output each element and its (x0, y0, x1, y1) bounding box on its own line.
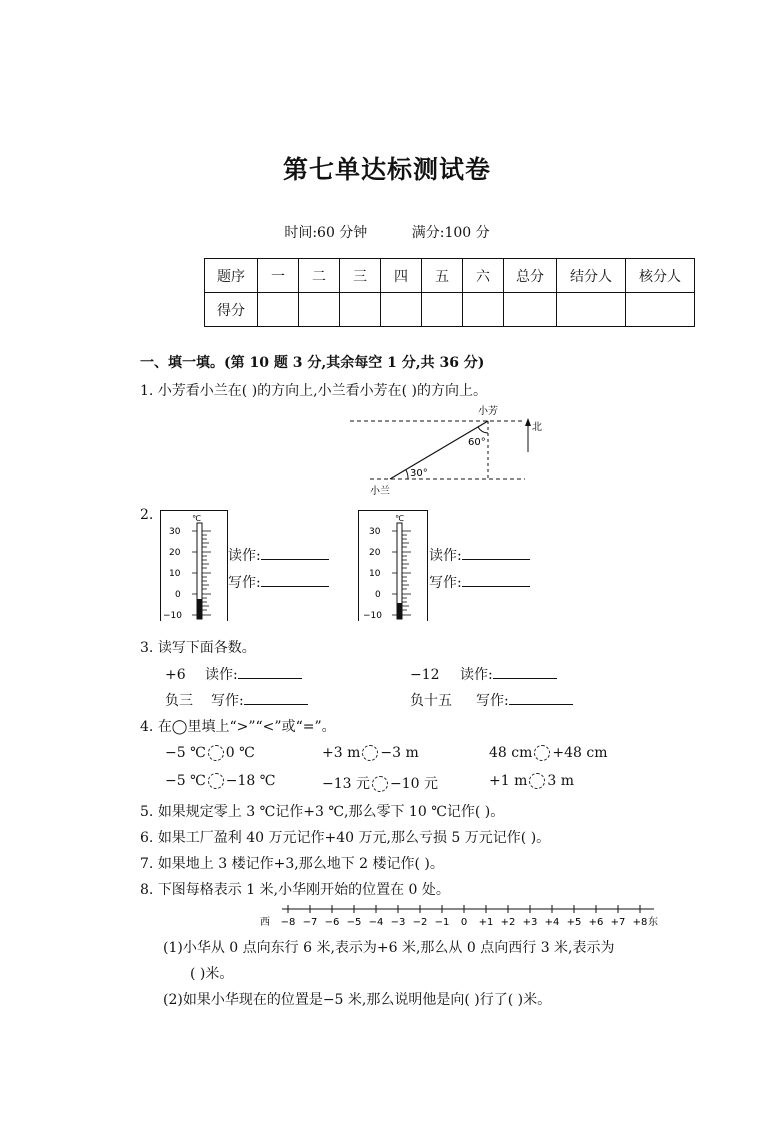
score-header-cell: 题序 (205, 259, 258, 293)
thermo-unit: ℃ (192, 514, 201, 523)
tick-label: 20 (169, 548, 181, 558)
number-line-label: +6 (588, 917, 604, 928)
score-header-cell: 五 (422, 259, 463, 293)
tick-label: −10 (363, 611, 382, 621)
tick-label: 0 (375, 590, 381, 600)
thermometer-2 (359, 511, 427, 621)
score-cell[interactable] (463, 293, 504, 327)
compare-item (165, 745, 255, 761)
number-line-label: −6 (324, 917, 340, 928)
compare-item (165, 773, 275, 789)
compare-circle[interactable] (208, 773, 224, 789)
score-cell[interactable] (381, 293, 422, 327)
answer-blank[interactable] (238, 664, 302, 679)
score-cell[interactable] (299, 293, 340, 327)
compare-left: −13 元 (322, 776, 370, 792)
compare-circle[interactable] (362, 745, 378, 761)
q3-label: 写作: (211, 693, 244, 709)
number-line-label: +4 (544, 917, 560, 928)
question-text: 下图每格表示 1 米,小华刚开始的位置在 0 处。 (157, 882, 450, 898)
score-cell[interactable] (258, 293, 299, 327)
write-label: 写作: (228, 575, 261, 591)
north-label: 北 (532, 422, 542, 433)
number-line-ticks (281, 905, 648, 928)
tick-label: 30 (369, 527, 381, 537)
compare-item (489, 773, 574, 789)
number-line-label: −3 (390, 917, 406, 928)
question-3 (140, 637, 256, 657)
question-number: 8. (140, 882, 154, 898)
number-line-label: +2 (500, 917, 516, 928)
tick-label: 0 (175, 590, 181, 600)
compare-circle[interactable] (534, 745, 550, 761)
score-cell[interactable] (626, 293, 695, 327)
score-header-cell: 总分 (504, 259, 557, 293)
question-number: 5. (140, 804, 154, 820)
score-header-cell: 二 (299, 259, 340, 293)
thermo-unit: ℃ (395, 514, 404, 523)
number-line-label: −8 (280, 917, 296, 928)
score-table-score-row (205, 293, 695, 327)
question-2-number: 2. (140, 507, 154, 523)
west-label: 西 (260, 917, 270, 928)
compare-right: −3 m (380, 745, 419, 761)
compare-left: +3 m (322, 745, 361, 761)
question-number: 6. (140, 830, 154, 846)
score-cell[interactable] (422, 293, 463, 327)
answer-blank[interactable] (462, 572, 530, 587)
section-heading: 一、填一填。(第 10 题 3 分,其余每空 1 分,共 36 分) (140, 355, 485, 371)
thermometer-frame-1 (160, 510, 228, 621)
tick-label: 10 (369, 569, 381, 579)
score-table-header-row (205, 259, 695, 293)
question-text: 如果地上 3 楼记作+3,那么地下 2 楼记作( )。 (157, 856, 444, 872)
thermometer-1 (161, 511, 227, 621)
compare-left: 48 cm (489, 745, 533, 761)
label-xiaolan: 小兰 (370, 486, 390, 497)
answer-blank[interactable] (244, 690, 308, 705)
answer-blank[interactable] (509, 690, 573, 705)
q8-sub-1: (1)小华从 0 点向东行 6 米,表示为+6 米,那么从 0 点向西行 3 米,表示为 (163, 940, 615, 956)
read-label: 读作: (429, 548, 462, 564)
number-line-label: −7 (302, 917, 318, 928)
question-number: 1. (140, 383, 154, 399)
question-number: 7. (140, 856, 154, 872)
question-number: 4. (140, 719, 154, 735)
compare-right: −10 元 (390, 776, 438, 792)
thermo-liquid (197, 599, 202, 619)
read-field-1 (228, 545, 329, 565)
answer-blank[interactable] (462, 545, 530, 560)
question-4 (140, 716, 336, 736)
score-table (204, 258, 695, 327)
q3-item (410, 664, 557, 684)
score-header-cell: 三 (340, 259, 381, 293)
score-row-label: 得分 (205, 293, 258, 327)
score-header-cell: 六 (463, 259, 504, 293)
compare-right: 0 ℃ (225, 745, 255, 761)
write-field-1 (228, 572, 329, 592)
number-line-label: −1 (434, 917, 450, 928)
q3-number: −12 (410, 667, 440, 683)
compare-left: −5 ℃ (165, 773, 206, 789)
read-field-2 (429, 545, 530, 565)
read-label: 读作: (228, 548, 261, 564)
thermometer-frame-2 (358, 510, 428, 621)
label-xiaofang: 小芳 (478, 406, 498, 417)
tick-label: 10 (169, 569, 181, 579)
q3-label: 读作: (205, 667, 238, 683)
angle-bottom-label: 30° (410, 468, 428, 479)
compare-circle[interactable] (372, 776, 388, 792)
question-text: 读写下面各数。 (157, 640, 256, 656)
score-header-cell: 一 (258, 259, 299, 293)
score-cell[interactable] (340, 293, 381, 327)
write-label: 写作: (429, 575, 462, 591)
question-text: 小芳看小兰在( )的方向上,小兰看小芳在( )的方向上。 (157, 383, 488, 399)
tick-label: 20 (369, 548, 381, 558)
score-header-cell: 四 (381, 259, 422, 293)
sight-line (390, 421, 488, 479)
compare-right: 3 m (547, 773, 575, 789)
q8-sub-1-answer: ( )米。 (190, 966, 234, 982)
q3-number: +6 (165, 667, 186, 683)
question-text: 在◯里填上“>”“<”或“=”。 (157, 719, 336, 735)
answer-blank[interactable] (261, 545, 329, 560)
angle-top-label: 60° (468, 437, 486, 448)
q3-number: 负三 (165, 693, 193, 709)
compare-circle[interactable] (529, 773, 545, 789)
q3-label: 写作: (476, 693, 509, 709)
compare-right: −18 ℃ (225, 773, 276, 789)
q3-item (410, 690, 573, 710)
question-text: 如果工厂盈利 40 万元记作+40 万元,那么亏损 5 万元记作( )。 (157, 830, 551, 846)
number-line-label: 0 (460, 917, 468, 928)
score-header-cell: 核分人 (626, 259, 695, 293)
angle-arc-top (478, 427, 488, 433)
number-line-label: −2 (412, 917, 428, 928)
question-5 (140, 801, 504, 821)
question-number: 3. (140, 640, 154, 656)
number-line-label: +8 (632, 917, 648, 928)
q8-sub-2: (2)如果小华现在的位置是−5 米,那么说明他是向( )行了( )米。 (163, 992, 552, 1008)
number-line-label: +7 (610, 917, 626, 928)
tick-label: −10 (163, 611, 182, 621)
exam-time: 时间:60 分钟 (284, 225, 368, 241)
exam-info (0, 222, 774, 242)
number-line (260, 903, 660, 931)
write-field-2 (429, 572, 530, 592)
exam-full-score: 满分:100 分 (411, 225, 490, 241)
page-title: 第七单达标测试卷 (282, 155, 491, 184)
direction-diagram (350, 402, 550, 497)
question-text: 如果规定零上 3 ℃记作+3 ℃,那么零下 10 ℃记作( )。 (157, 804, 505, 820)
q3-label: 读作: (460, 667, 493, 683)
q3-item (165, 690, 308, 710)
angle-arc-bottom (406, 470, 408, 479)
compare-right: +48 cm (552, 745, 608, 761)
compare-left: +1 m (489, 773, 528, 789)
score-header-cell: 结分人 (557, 259, 626, 293)
number-line-label: +1 (478, 917, 494, 928)
thermo-liquid (397, 603, 402, 619)
question-7 (140, 853, 444, 873)
number-line-label: −4 (368, 917, 384, 928)
north-arrow-icon (525, 418, 531, 426)
question-6 (140, 827, 550, 847)
compare-left: −5 ℃ (165, 745, 206, 761)
question-8 (140, 879, 450, 899)
compare-item (322, 773, 438, 793)
score-cell[interactable] (504, 293, 557, 327)
compare-circle[interactable] (208, 745, 224, 761)
east-label: 东 (648, 917, 658, 928)
tick-label: 30 (169, 527, 181, 537)
answer-blank[interactable] (261, 572, 329, 587)
question-1 (140, 380, 487, 400)
number-line-label: +3 (522, 917, 538, 928)
answer-blank[interactable] (493, 664, 557, 679)
number-line-label: +5 (566, 917, 582, 928)
q3-number: 负十五 (410, 693, 452, 709)
compare-item (489, 745, 608, 761)
compare-item (322, 745, 419, 761)
score-cell[interactable] (557, 293, 626, 327)
number-line-label: −5 (346, 917, 362, 928)
q3-item (165, 664, 302, 684)
